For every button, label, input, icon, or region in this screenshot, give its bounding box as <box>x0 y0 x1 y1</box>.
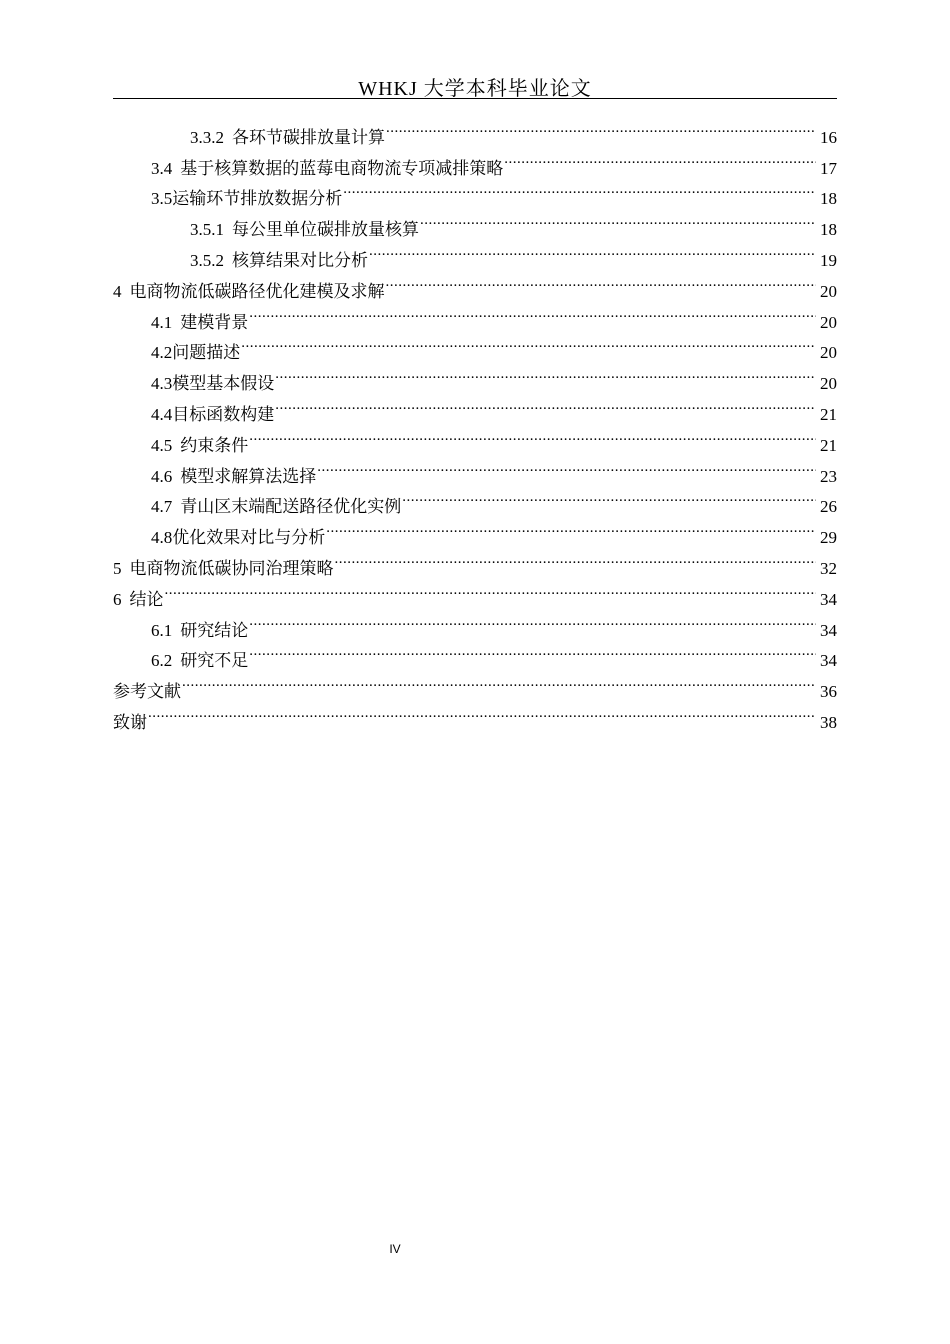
toc-entry-number: 4.5 <box>151 435 173 455</box>
toc-entry-page: 34 <box>820 620 837 640</box>
dot-leader <box>317 451 816 482</box>
toc-entry-page: 26 <box>820 497 837 517</box>
dot-leader <box>335 543 817 574</box>
toc-entry-number: 6.1 <box>151 620 173 640</box>
toc-entry-number: 3.4 <box>151 158 173 178</box>
toc-entry-title: 结论 <box>129 589 164 609</box>
toc-entry-title: 研究不足 <box>180 651 249 671</box>
toc-entry-title: 优化效果对比与分析 <box>172 528 326 548</box>
table-of-contents <box>113 112 837 732</box>
toc-entry-page: 32 <box>820 558 837 578</box>
toc-entry-page: 21 <box>820 404 837 424</box>
toc-entry-number: 3.5 <box>151 189 173 209</box>
page-header <box>113 64 837 99</box>
dot-leader <box>165 574 817 605</box>
toc-entry-page: 17 <box>820 158 837 178</box>
toc-entry-number: 6 <box>113 589 122 609</box>
toc-entry-number: 4.3 <box>151 374 173 394</box>
toc-entry-number: 4 <box>113 281 122 301</box>
toc-entry-title: 每公里单位碳排放量核算 <box>232 220 419 240</box>
toc-entry-title: 建模背景 <box>180 312 249 332</box>
dot-leader <box>402 482 816 513</box>
toc-entry-title: 核算结果对比分析 <box>232 250 368 270</box>
toc-entry-page: 23 <box>820 466 837 486</box>
dot-leader <box>182 666 816 697</box>
toc-entry-title: 青山区末端配送路径优化实例 <box>180 497 402 517</box>
toc-entry-title: 电商物流低碳路径优化建模及求解 <box>129 281 385 301</box>
toc-entry-page: 34 <box>820 589 837 609</box>
page-number: IV <box>389 1242 401 1256</box>
toc-entry-number: 3.5.2 <box>190 250 224 270</box>
toc-entry-title: 约束条件 <box>180 435 249 455</box>
toc-entry-page: 19 <box>820 250 837 270</box>
dot-leader <box>504 143 816 174</box>
header-title: WHKJ 大学本科毕业论文 <box>358 78 592 100</box>
dot-leader <box>249 420 816 451</box>
toc-entry-page: 18 <box>820 220 837 240</box>
toc-entry-page: 20 <box>820 312 837 332</box>
toc-entry-number: 4.6 <box>151 466 173 486</box>
toc-entry-title: 模型求解算法选择 <box>180 466 317 486</box>
dot-leader <box>343 174 816 205</box>
toc-entry[interactable] <box>113 666 837 702</box>
dot-leader <box>249 297 816 328</box>
toc-entry-title: 目标函数构建 <box>172 404 275 424</box>
toc-entry-page: 20 <box>820 281 837 301</box>
toc-entry-number: 3.3.2 <box>190 127 224 147</box>
toc-entry[interactable] <box>113 112 837 147</box>
dot-leader <box>275 389 816 420</box>
toc-entry-title: 致谢 <box>113 712 147 732</box>
toc-entry-title: 运输环节排放数据分析 <box>172 189 343 209</box>
dot-leader <box>148 697 816 728</box>
dot-leader <box>326 512 816 543</box>
toc-entry-number: 6.2 <box>151 651 173 671</box>
toc-entry[interactable] <box>113 697 837 732</box>
toc-entry-number: 4.8 <box>151 528 173 548</box>
toc-entry-page: 20 <box>820 343 837 363</box>
toc-entry-page: 21 <box>820 435 837 455</box>
toc-entry-title: 研究结论 <box>180 620 249 640</box>
toc-entry-title: 参考文献 <box>113 682 181 702</box>
toc-entry-number: 4.4 <box>151 404 173 424</box>
dot-leader <box>241 328 816 359</box>
toc-entry[interactable] <box>113 605 837 640</box>
toc-entry-page: 20 <box>820 374 837 394</box>
toc-entry-number: 4.7 <box>151 497 173 517</box>
toc-entry-page: 18 <box>820 189 837 209</box>
dot-leader <box>420 204 816 235</box>
toc-entry-title: 电商物流低碳协同治理策略 <box>129 558 334 578</box>
toc-entry-title: 各环节碳排放量计算 <box>232 127 385 147</box>
dot-leader <box>386 112 816 143</box>
toc-entry-page: 29 <box>820 528 837 548</box>
toc-entry-page: 38 <box>820 712 837 732</box>
toc-entry-number: 4.2 <box>151 343 173 363</box>
dot-leader <box>249 636 816 667</box>
toc-entry-title: 问题描述 <box>172 343 241 363</box>
toc-entry-page: 36 <box>820 682 837 702</box>
toc-entry-title: 基于核算数据的蓝莓电商物流专项减排策略 <box>180 158 504 178</box>
toc-entry-number: 3.5.1 <box>190 220 224 240</box>
dot-leader <box>369 235 816 266</box>
dot-leader <box>386 266 817 297</box>
dot-leader <box>249 605 816 636</box>
toc-entry-page: 16 <box>820 127 837 147</box>
toc-entry-title: 模型基本假设 <box>172 374 275 394</box>
toc-entry-number: 4.1 <box>151 312 173 332</box>
toc-entry-page: 34 <box>820 651 837 671</box>
toc-entry-number: 5 <box>113 558 122 578</box>
toc-entry[interactable] <box>113 574 837 609</box>
dot-leader <box>275 358 816 389</box>
